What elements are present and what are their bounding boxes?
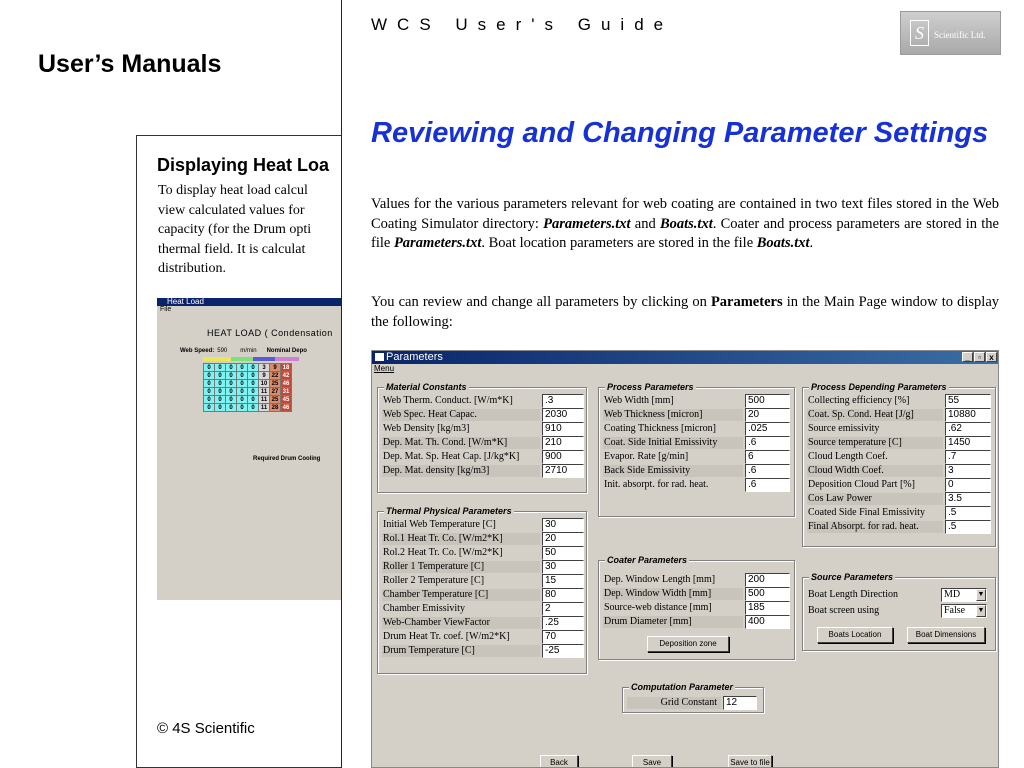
param-label: Drum Heat Tr. coef. [W/m2*K]	[383, 631, 510, 642]
param-row-process-depending	[807, 436, 991, 450]
heat-load-cell: 25	[270, 380, 281, 388]
param-label: Boat Length Direction	[808, 589, 898, 600]
param-label: Boat screen using	[808, 605, 880, 616]
param-value-input[interactable]: 185	[745, 601, 790, 615]
param-value-input[interactable]: 20	[542, 532, 584, 546]
param-row-material	[382, 422, 584, 436]
param-label: Cloud Length Coef.	[808, 451, 888, 462]
front-document-page	[341, 0, 1024, 768]
heat-load-cell: 28	[270, 404, 281, 412]
param-value-input[interactable]: 50	[542, 546, 584, 560]
param-value-input[interactable]: 3.5	[945, 492, 991, 506]
param-row-process-depending	[807, 520, 991, 534]
heat-load-row	[204, 396, 292, 404]
menu-item-menu[interactable]: Menu	[374, 364, 395, 373]
param-row-material	[382, 450, 584, 464]
legend-bar-green	[231, 357, 253, 361]
heat-load-cell: 0	[237, 388, 248, 396]
param-label: Grid Constant	[627, 697, 721, 709]
param-label: Drum Diameter [mm]	[603, 616, 743, 628]
heat-load-cell: 0	[248, 372, 259, 380]
logo-letter: S	[910, 20, 929, 46]
param-value-input[interactable]: .7	[945, 450, 991, 464]
filename-boats: Boats.txt	[756, 235, 810, 251]
heat-load-cell: 0	[237, 380, 248, 388]
computation-parameter-group	[622, 682, 764, 713]
param-value-input[interactable]: .025	[745, 422, 790, 436]
web-speed-label: Web Speed:	[180, 348, 215, 354]
heat-load-cell: 45	[281, 396, 292, 404]
heat-load-cell: 22	[270, 372, 281, 380]
param-row-coater	[603, 615, 790, 629]
param-row-process-depending	[807, 450, 991, 464]
param-label: Dep. Mat. Th. Cond. [W/m*K]	[382, 437, 540, 449]
heat-load-cell: 9	[259, 372, 270, 380]
heat-load-cell: 42	[281, 372, 292, 380]
param-row-thermal	[382, 588, 584, 602]
section-title: Reviewing and Changing Parameter Settings	[371, 117, 989, 149]
back-button[interactable]: Back	[540, 755, 578, 768]
heat-load-cell: 0	[226, 364, 237, 372]
param-row-coater	[603, 573, 790, 587]
param-row-thermal	[382, 560, 584, 574]
heat-load-cell: 0	[204, 364, 215, 372]
heat-load-cell: 0	[215, 364, 226, 372]
param-label: Back Side Emissivity	[603, 465, 743, 477]
param-value-input[interactable]: .25	[542, 616, 584, 630]
param-value-input[interactable]: .5	[945, 506, 991, 520]
maximize-button[interactable]: ▫	[974, 352, 985, 362]
param-label: Dep. Window Width [mm]	[603, 588, 743, 600]
param-value-input[interactable]: 210	[542, 436, 584, 450]
boat-dimensions-button[interactable]: Boat Dimensions	[907, 627, 985, 643]
param-value-input[interactable]: 500	[745, 587, 790, 601]
parameters-titlebar	[372, 351, 998, 364]
window-icon	[375, 353, 384, 361]
coater-parameters-group	[598, 555, 795, 660]
heat-load-heading: HEAT LOAD ( Condensation	[207, 328, 333, 338]
text-run: . Coater and process parameters are stored in the file	[371, 215, 999, 251]
param-value-input[interactable]: 10880	[945, 408, 991, 422]
save-button[interactable]: Save	[632, 755, 672, 768]
param-row-boat-length	[807, 588, 991, 602]
param-value-input[interactable]: .6	[745, 464, 790, 478]
param-label: Dep. Window Length [mm]	[604, 574, 716, 585]
text-run: in the Main Page window to display the following:	[371, 294, 999, 330]
param-row-process-depending	[807, 464, 991, 478]
param-value-input[interactable]: -25	[542, 644, 584, 658]
param-value-input[interactable]: 200	[745, 573, 790, 587]
back-document-page	[136, 135, 366, 768]
heat-load-cell: 46	[281, 404, 292, 412]
group-label: Material Constants	[386, 382, 467, 392]
param-row-thermal	[382, 574, 584, 588]
nominal-label: Nominal Depo	[266, 348, 307, 354]
heat-load-cell: 0	[215, 372, 226, 380]
param-label: Coat. Side Initial Emissivity	[603, 437, 743, 449]
paragraph-files	[371, 195, 999, 254]
heat-load-cell: 25	[270, 396, 281, 404]
param-row-thermal	[382, 546, 584, 560]
param-label: Web Spec. Heat Capac.	[382, 409, 540, 421]
back-page-line: capacity (for the Drum opti	[158, 222, 312, 237]
param-value-input[interactable]: 70	[542, 630, 584, 644]
param-label: Chamber Temperature [C]	[382, 589, 540, 601]
filename-parameters: Parameters.txt	[393, 235, 482, 251]
param-value-input[interactable]: 6	[745, 450, 790, 464]
param-label: Drum Temperature [C]	[382, 645, 540, 657]
window-title: Parameters	[386, 351, 443, 363]
required-drum-cooling-label: Required Drum Cooling	[253, 456, 321, 462]
boat-screen-select[interactable]	[941, 604, 987, 618]
param-row-thermal	[382, 532, 584, 546]
heat-load-cell: 0	[204, 380, 215, 388]
text-run: .	[809, 235, 814, 251]
filename-parameters: Parameters.txt	[543, 215, 631, 232]
param-row-process	[603, 422, 790, 436]
param-value-input[interactable]: 80	[542, 588, 584, 602]
material-constants-group	[377, 382, 587, 493]
param-label: Dep. Mat. Sp. Heat Cap. [J/kg*K]	[383, 451, 520, 462]
group-label: Coater Parameters	[607, 555, 688, 565]
deposition-zone-button[interactable]: Deposition zone	[647, 636, 729, 652]
param-label: Web Width [mm]	[604, 395, 674, 406]
back-page-heading: Displaying Heat Loa	[157, 155, 330, 175]
param-row-coater	[603, 587, 790, 601]
heat-load-cell: 0	[248, 388, 259, 396]
web-speed-readout	[180, 348, 307, 354]
param-label: Source-web distance [mm]	[604, 602, 712, 613]
param-label: Rol.1 Heat Tr. Co. [W/m2*K]	[382, 533, 540, 545]
param-label: Dep. Mat. density [kg/m3]	[382, 465, 540, 477]
param-label: Web Thickness [micron]	[603, 409, 743, 421]
dropdown-arrow-icon: ▼	[976, 589, 986, 601]
param-label: Coating Thickness [micron]	[604, 423, 717, 434]
web-speed-unit: m/min	[240, 348, 257, 354]
param-label: Web Therm. Conduct. [W/m*K]	[383, 395, 513, 406]
heat-load-cell: 0	[237, 364, 248, 372]
heat-load-cell: 0	[226, 372, 237, 380]
param-value-input[interactable]: 1450	[945, 436, 991, 450]
param-label: Initial Web Temperature [C]	[383, 519, 496, 530]
heat-load-cell: 0	[226, 388, 237, 396]
param-row-thermal	[382, 644, 584, 658]
param-row-boat-screen	[807, 604, 991, 618]
heat-load-cell: 0	[226, 396, 237, 404]
heat-load-row	[204, 364, 292, 372]
company-logo	[900, 11, 1001, 55]
param-label: Collecting efficiency [%]	[808, 395, 910, 406]
group-label: Computation Parameter	[631, 682, 734, 692]
param-label: Rol.2 Heat Tr. Co. [W/m2*K]	[383, 547, 503, 558]
param-value-input[interactable]: 30	[542, 518, 584, 532]
param-value-input[interactable]: 2030	[542, 408, 584, 422]
param-row-process-depending	[807, 492, 991, 506]
heat-load-cell: 0	[237, 372, 248, 380]
param-value-input[interactable]: 500	[745, 394, 790, 408]
param-row-process-depending	[807, 478, 991, 492]
param-value-input[interactable]: 910	[542, 422, 584, 436]
guide-header: WCS User's Guide	[371, 15, 674, 34]
heat-load-row	[204, 404, 292, 412]
param-label: Evapor. Rate [g/min]	[604, 451, 689, 462]
param-value-input[interactable]: 400	[745, 615, 790, 629]
param-value-input[interactable]: 20	[745, 408, 790, 422]
param-row-process	[603, 394, 790, 408]
param-label: Deposition Cloud Part [%]	[808, 479, 915, 490]
param-label: Chamber Emissivity	[383, 603, 465, 614]
param-row-process	[603, 464, 790, 478]
source-parameters-group	[802, 572, 996, 651]
param-value-input[interactable]: 900	[542, 450, 584, 464]
heat-load-cell: 11	[259, 404, 270, 412]
parameters-window	[371, 350, 999, 768]
param-row-thermal	[382, 518, 584, 532]
heat-load-cell: 0	[215, 396, 226, 404]
heat-load-cell: 0	[248, 396, 259, 404]
param-value-input[interactable]: 3	[945, 464, 991, 478]
param-row-material	[382, 464, 584, 478]
param-value-input[interactable]: .6	[745, 436, 790, 450]
param-row-process	[603, 408, 790, 422]
legend-bar-blue	[253, 357, 275, 361]
process-depending-group	[802, 382, 996, 547]
boats-location-button[interactable]: Boats Location	[817, 627, 893, 643]
param-label: Roller 2 Temperature [C]	[383, 575, 485, 586]
heat-load-cell: 9	[270, 364, 281, 372]
param-value-input[interactable]: .5	[945, 520, 991, 534]
param-value-input[interactable]: 2	[542, 602, 584, 616]
param-label: Coat. Sp. Cond. Heat [J/g]	[807, 409, 943, 421]
dropdown-arrow-icon: ▼	[976, 605, 986, 617]
param-row-process-depending	[807, 506, 991, 520]
param-value-input[interactable]: 55	[945, 394, 991, 408]
text-run: You can review and change all parameters by clicking on	[371, 294, 711, 310]
heat-load-cell: 0	[204, 388, 215, 396]
param-label: Web Density [kg/m3]	[383, 423, 470, 434]
heat-load-row	[204, 388, 292, 396]
back-page-line: To display heat load calcul	[158, 183, 308, 198]
heat-load-cell: 0	[237, 404, 248, 412]
web-speed-value: 590	[217, 348, 228, 354]
heat-load-cell: 11	[259, 388, 270, 396]
process-parameters-group	[598, 382, 795, 517]
param-row-process	[603, 478, 790, 492]
param-label: Cos Law Power	[807, 493, 943, 505]
logo-text: Scientific Ltd.	[934, 30, 986, 40]
select-value: MD	[944, 589, 961, 600]
param-value-input[interactable]: 30	[542, 560, 584, 574]
grid-constant-input[interactable]: 12	[723, 696, 757, 710]
back-page-line: view calculated values for	[158, 202, 305, 218]
text-run: Values for the various parameters relevant for web coating are contained in two text files stored in the Web Coating Simulator directory:	[371, 196, 999, 232]
param-label: Source temperature [C]	[807, 437, 943, 449]
param-row-grid-constant	[627, 696, 761, 710]
heat-load-cell: 0	[215, 380, 226, 388]
heat-load-cell: 0	[204, 404, 215, 412]
param-row-thermal	[382, 616, 584, 630]
thermal-physical-group	[377, 506, 587, 674]
text-run: and	[630, 215, 660, 232]
param-label: Roller 1 Temperature [C]	[382, 561, 540, 573]
back-page-line: thermal field. It is calculat	[158, 241, 306, 257]
heat-load-cell: 0	[248, 364, 259, 372]
group-label: Process Depending Parameters	[811, 382, 947, 392]
heat-load-cell: 0	[215, 404, 226, 412]
param-label: Cloud Width Coef.	[807, 465, 943, 477]
param-row-thermal	[382, 602, 584, 616]
filename-boats: Boats.txt	[659, 215, 713, 232]
minimize-button[interactable]: _	[962, 352, 973, 362]
param-label: Source emissivity	[808, 423, 880, 434]
close-button[interactable]: x	[986, 352, 997, 362]
heat-load-menu-file[interactable]: File	[160, 306, 172, 313]
heat-load-cell: 0	[248, 380, 259, 388]
heat-load-cell: 11	[259, 396, 270, 404]
param-label: Web-Chamber ViewFactor	[382, 617, 540, 629]
heat-load-titlebar: Heat Load	[157, 298, 366, 306]
param-label: Coated Side Final Emissivity	[808, 507, 925, 518]
copyright: © 4S Scientific	[157, 720, 255, 737]
param-value-input[interactable]: .62	[945, 422, 991, 436]
param-value-input[interactable]: 0	[945, 478, 991, 492]
heat-load-cell: 31	[281, 388, 292, 396]
heat-load-cell: 46	[281, 380, 292, 388]
back-page-line: distribution.	[158, 261, 227, 276]
back-page-text	[158, 181, 366, 279]
heat-load-cell: 0	[226, 404, 237, 412]
parameters-keyword: Parameters	[710, 294, 783, 310]
legend-bar-purple	[275, 357, 299, 361]
save-to-file-button[interactable]: Save to file	[728, 755, 772, 768]
paragraph-instructions	[371, 293, 999, 332]
param-row-material	[382, 394, 584, 408]
legend-bar-yellow	[203, 357, 231, 361]
heat-load-cell: 3	[259, 364, 270, 372]
param-row-process	[603, 436, 790, 450]
group-label: Thermal Physical Parameters	[386, 506, 512, 516]
heat-load-cell: 10	[259, 380, 270, 388]
heat-load-cell: 0	[248, 404, 259, 412]
text-run: . Boat location parameters are stored in the file	[481, 235, 757, 251]
param-label: Init. absorpt. for rad. heat.	[604, 479, 709, 490]
param-row-thermal	[382, 630, 584, 644]
boat-length-select[interactable]	[941, 588, 987, 602]
heat-load-cell: 0	[215, 388, 226, 396]
param-row-process-depending	[807, 422, 991, 436]
param-row-process	[603, 450, 790, 464]
heat-load-cell: 0	[226, 380, 237, 388]
heat-load-grid	[203, 363, 292, 412]
heat-load-cell: 27	[270, 388, 281, 396]
select-value: False	[944, 605, 966, 616]
heat-load-cell: 0	[204, 372, 215, 380]
heat-load-row	[204, 372, 292, 380]
heat-load-cell: 0	[204, 396, 215, 404]
group-label: Process Parameters	[607, 382, 694, 392]
param-value-input[interactable]: .3	[542, 394, 584, 408]
heat-load-cell: 18	[281, 364, 292, 372]
param-value-input[interactable]: .6	[745, 478, 790, 492]
param-row-coater	[603, 601, 790, 615]
param-row-material	[382, 408, 584, 422]
group-label: Source Parameters	[811, 572, 894, 582]
heat-load-row	[204, 380, 292, 388]
heat-load-cell: 0	[237, 396, 248, 404]
param-row-process-depending	[807, 408, 991, 422]
param-value-input[interactable]: 15	[542, 574, 584, 588]
heat-load-window	[157, 298, 366, 600]
param-row-material	[382, 436, 584, 450]
param-value-input[interactable]: 2710	[542, 464, 584, 478]
param-row-process-depending	[807, 394, 991, 408]
slide-title: User’s Manuals	[38, 50, 222, 78]
param-label: Final Absorpt. for rad. heat.	[807, 521, 943, 533]
